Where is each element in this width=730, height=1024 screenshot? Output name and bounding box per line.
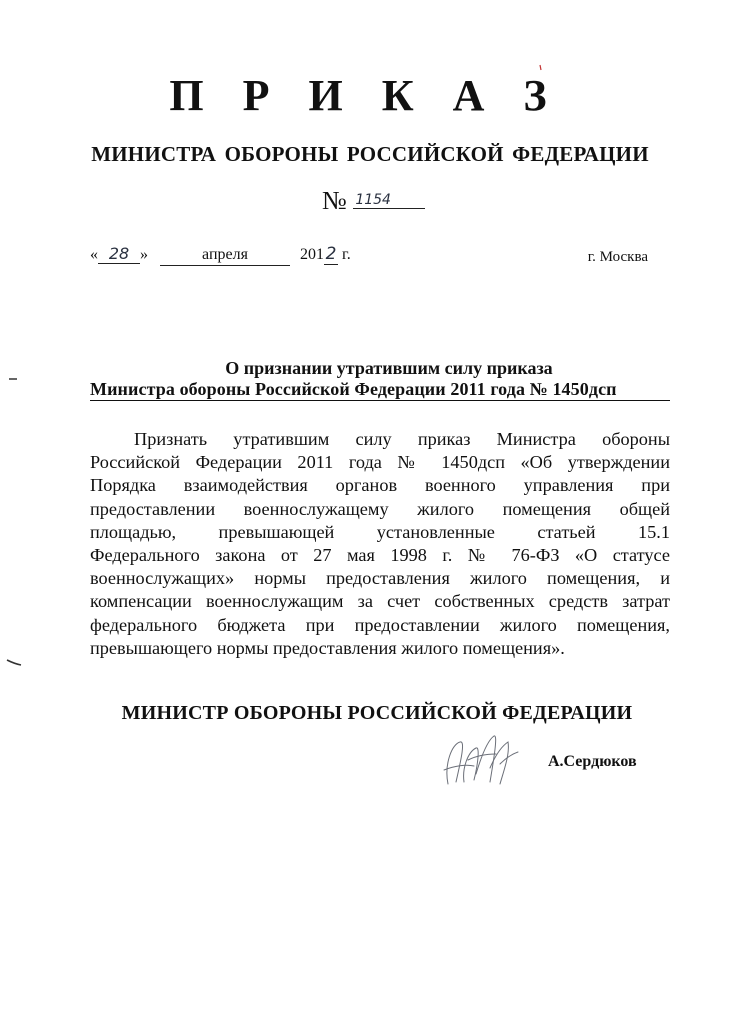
scan-speck xyxy=(538,64,544,72)
document-title: П Р И К А З xyxy=(169,71,561,120)
body-line: предоставлении военнослужащему жилого помещения общей xyxy=(90,498,670,519)
date-line xyxy=(90,244,650,266)
city: г. Москва xyxy=(587,249,648,265)
body-line: военнослужащих» нормы предоставления жилого помещения, и xyxy=(90,568,670,589)
issuer-line: МИНИСТРА ОБОРОНЫ РОССИЙСКОЙ ФЕДЕРАЦИИ xyxy=(91,142,649,166)
body-line: площадью, превышающей установленные статьей 15.1 xyxy=(90,521,670,542)
date-year-prefix: 201 xyxy=(300,246,324,263)
date-year-digit-handwritten: 2 xyxy=(325,244,337,264)
date-year-suffix: г. xyxy=(342,246,351,263)
signer-name: А.Сердюков xyxy=(548,753,637,770)
signer-title: МИНИСТР ОБОРОНЫ РОССИЙСКОЙ ФЕДЕРАЦИИ xyxy=(121,702,633,724)
order-number xyxy=(322,186,425,216)
scan-mark xyxy=(8,376,18,382)
body-line: Порядка взаимодействия органов военного управления при xyxy=(90,475,670,496)
order-number-handwritten: 1154 xyxy=(353,192,425,209)
subject-line-2: Министра обороны Российской Федерации 2011 года № 1450дсп xyxy=(90,378,670,401)
number-sign: № xyxy=(322,186,347,215)
body-line: Российской Федерации 2011 года № 1450дсп «Об утверждении xyxy=(90,452,670,473)
order-body xyxy=(90,428,670,660)
body-line: федерального бюджета при предоставлении жилого помещения, xyxy=(90,614,670,635)
scan-mark xyxy=(6,658,22,668)
date-close-quote: » xyxy=(140,246,148,263)
date-open-quote: « xyxy=(90,246,98,263)
body-line: превышающего нормы предоставления жилого помещения». xyxy=(90,637,565,658)
date-day-handwritten: 28 xyxy=(98,245,140,264)
signature-image xyxy=(430,724,530,794)
subject-line-1: О признании утратившим силу приказа xyxy=(225,358,553,378)
body-line: Признать утратившим силу приказ Министра обороны xyxy=(134,429,670,449)
body-line: компенсации военнослужащим за счет собственных средств затрат xyxy=(90,591,670,612)
date-month: апреля xyxy=(160,245,290,266)
body-line: Федерального закона от 27 мая 1998 г. № 76-ФЗ «О статусе xyxy=(90,545,670,566)
